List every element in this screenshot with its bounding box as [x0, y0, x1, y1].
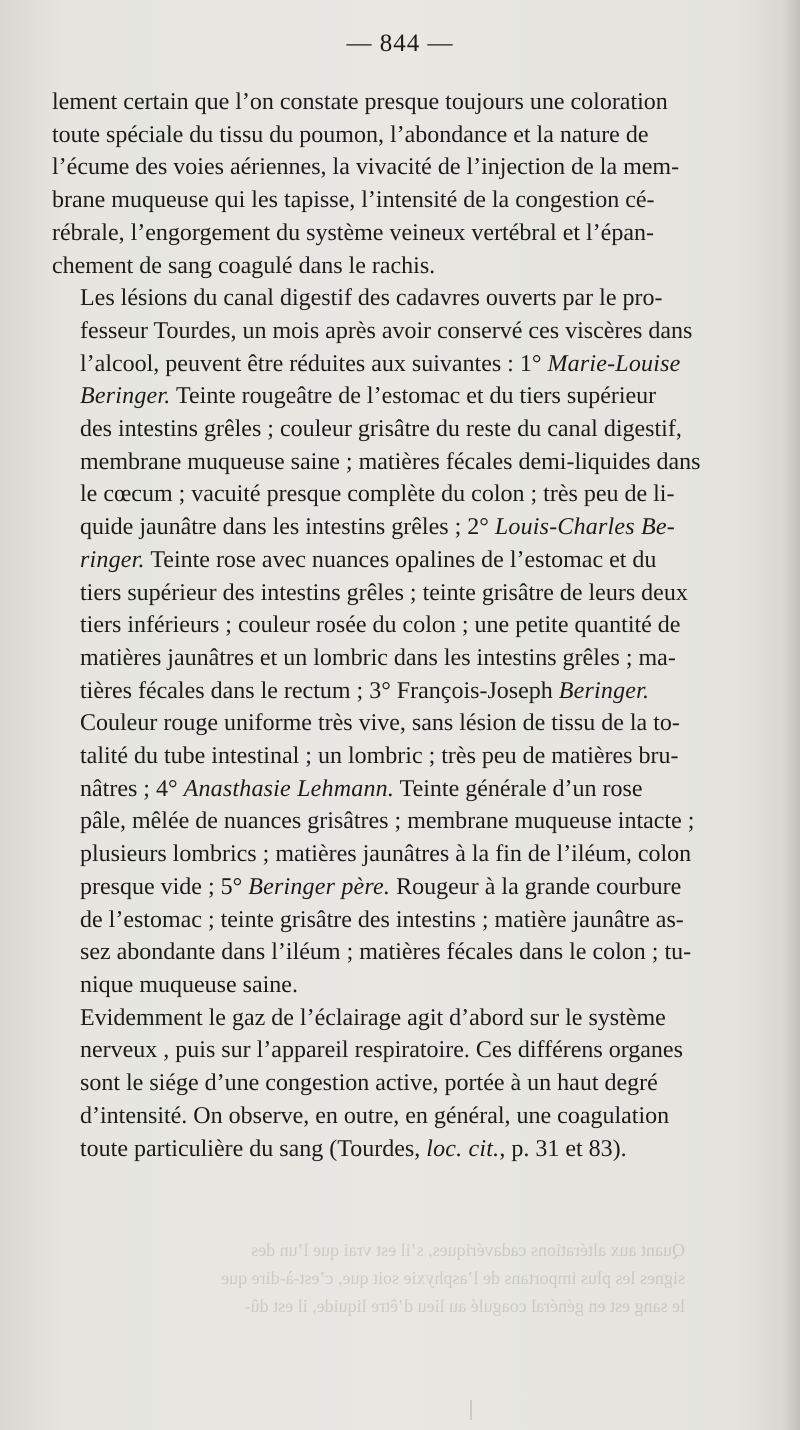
- text-line: ringer. Teinte rose avec nuances opalines de l’estomac et du: [80, 546, 657, 573]
- bleed-through-text: [215, 1236, 685, 1356]
- text-line: Evidemment le gaz de l’éclairage agit d’abord sur le système: [80, 1004, 666, 1031]
- text-line: talité du tube intestinal ; un lombric ; très peu de matières bru-: [80, 743, 679, 770]
- bleed-line: signes les plus importans de l’asphyxie soit que, c’est-à-dire que: [221, 1268, 685, 1288]
- text-line: nâtres ; 4° Anasthasie Lehmann. Teinte générale d’un rose: [80, 775, 643, 802]
- text-line: de l’estomac ; teinte grisâtre des intestins ; matière jaunâtre as-: [80, 906, 684, 933]
- text-line: l’écume des voies aériennes, la vivacité de l’injection de la mem-: [52, 154, 680, 181]
- text-line: tiers supérieur des intestins grêles ; teinte grisâtre de leurs deux: [80, 579, 688, 606]
- page-mark: [470, 1400, 472, 1420]
- text-line: sez abondante dans l’iléum ; matières fécales dans le colon ; tu-: [80, 939, 692, 966]
- text-line: nerveux , puis sur l’appareil respiratoire. Ces différens organes: [80, 1037, 683, 1064]
- text-line: presque vide ; 5° Beringer père. Rougeur à la grande courbure: [80, 873, 682, 900]
- text-line: quide jaunâtre dans les intestins grêles ; 2° Louis-Charles Be-: [80, 514, 675, 541]
- text-line: le cœcum ; vacuité presque complète du colon ; très peu de li-: [80, 481, 675, 508]
- text-line: membrane muqueuse saine ; matières fécales demi-liquides dans: [80, 448, 701, 475]
- text-line: matières jaunâtres et un lombric dans les intestins grêles ; ma-: [80, 644, 676, 671]
- text-line: toute spéciale du tissu du poumon, l’abondance et la nature de: [52, 121, 649, 148]
- text-line: d’intensité. On observe, en outre, en général, une coagulation: [80, 1102, 670, 1129]
- text-line: Beringer. Teinte rougeâtre de l’estomac et du tiers supérieur: [80, 383, 657, 410]
- text-line: pâle, mêlée de nuances grisâtres ; membrane muqueuse intacte ;: [80, 808, 695, 835]
- text-line: brane muqueuse qui les tapisse, l’intensité de la congestion cé-: [52, 187, 655, 214]
- text-line: Les lésions du canal digestif des cadavres ouverts par le pro-: [80, 285, 663, 312]
- paragraph-2: [52, 282, 757, 1001]
- text-line: fesseur Tourdes, un mois après avoir conservé ces viscères dans: [80, 317, 693, 344]
- bleed-line: le sang est en général coagulé au lieu d’être liquide, il est dû-: [244, 1296, 685, 1316]
- text-line: tières fécales dans le rectum ; 3° François-Joseph Beringer.: [80, 677, 650, 704]
- text-line: des intestins grêles ; couleur grisâtre du reste du canal digestif,: [80, 416, 682, 443]
- text-line: chement de sang coagulé dans le rachis.: [52, 252, 436, 279]
- text-line: rébrale, l’engorgement du système veineux vertébral et l’épan-: [52, 219, 654, 246]
- text-line: nique muqueuse saine.: [80, 971, 298, 998]
- page-edge-shadow: [782, 0, 800, 1430]
- text-line: toute particulière du sang (Tourdes, loc. cit., p. 31 et 83).: [80, 1135, 627, 1162]
- text-line: Couleur rouge uniforme très vive, sans lésion de tissu de la to-: [80, 710, 680, 737]
- paragraph-1: [52, 86, 757, 282]
- text-line: tiers inférieurs ; couleur rosée du colon ; une petite quantité de: [80, 612, 681, 639]
- text-line: sont le siége d’une congestion active, portée à un haut degré: [80, 1070, 658, 1097]
- text-line: lement certain que l’on constate presque toujours une coloration: [52, 89, 668, 115]
- text-line: l’alcool, peuvent être réduites aux suivantes : 1° Marie-Louise: [80, 350, 681, 377]
- page-number: — 844 —: [346, 30, 454, 57]
- document-body: [52, 86, 757, 1165]
- bleed-line: Quant aux altérations cadavériques, s’il est vrai que l’un des: [251, 1240, 685, 1260]
- paragraph-3: [52, 1002, 757, 1166]
- text-line: plusieurs lombrics ; matières jaunâtres à la fin de l’iléum, colon: [80, 841, 692, 868]
